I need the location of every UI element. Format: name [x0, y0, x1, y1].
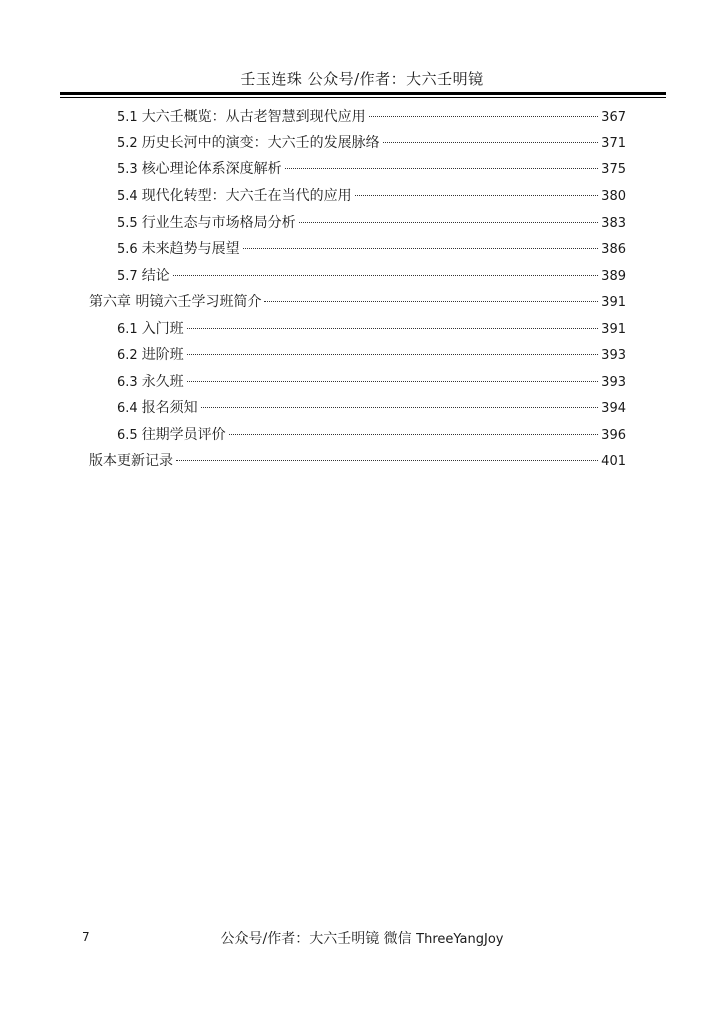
toc-entry-title: 入门班	[141, 321, 184, 337]
toc-entry-title: 第六章 明镜六壬学习班简介	[89, 294, 262, 310]
toc-dot-leader	[176, 460, 598, 461]
toc-entry-number: 6.5	[117, 428, 138, 443]
toc-entry-number: 5.4	[117, 189, 138, 204]
toc-entry-page: 393	[601, 348, 626, 363]
toc-entry-number: 6.1	[117, 322, 138, 337]
toc-entry-6-1[interactable]	[117, 318, 626, 340]
toc-entry-page: 380	[601, 189, 626, 204]
footer-wechat-id: ThreeYangJoy	[416, 932, 504, 947]
toc-entry-page: 396	[601, 428, 626, 443]
toc-dot-leader	[187, 381, 598, 382]
toc-entry-5-1[interactable]	[117, 106, 626, 128]
toc-dot-leader	[369, 116, 598, 117]
toc-entry-6-3[interactable]	[117, 371, 626, 393]
toc-dot-leader	[201, 407, 598, 408]
toc-entry-6-5[interactable]	[117, 424, 626, 446]
toc-entry-5-2[interactable]	[117, 132, 626, 154]
header-rule-thick	[60, 92, 666, 95]
toc-entry-page: 383	[601, 216, 626, 231]
toc-entry-page: 389	[601, 269, 626, 284]
toc-entry-number: 6.4	[117, 401, 138, 416]
toc-dot-leader	[264, 301, 598, 302]
toc-entry-page: 386	[601, 242, 626, 257]
toc-entry-5-4[interactable]	[117, 185, 626, 207]
toc-entry-title: 结论	[141, 268, 170, 284]
toc-entry-title: 核心理论体系深度解析	[141, 161, 282, 177]
header-rule-thin	[60, 97, 666, 98]
toc-dot-leader	[285, 168, 598, 169]
toc-dot-leader	[383, 142, 598, 143]
toc-dot-leader	[243, 248, 598, 249]
toc-entry-title: 未来趋势与展望	[141, 241, 240, 257]
page-number: 7	[82, 930, 90, 944]
toc-entry-6-4[interactable]	[117, 397, 626, 419]
toc-entry-page: 367	[601, 110, 626, 125]
toc-entry-number: 6.3	[117, 375, 138, 390]
header-title: 壬玉连珠 公众号/作者：大六壬明镜	[240, 70, 484, 88]
toc-dot-leader	[187, 354, 598, 355]
toc-dot-leader	[355, 195, 598, 196]
toc-entry-chapter-6[interactable]	[89, 291, 626, 313]
toc-entry-number: 5.6	[117, 242, 138, 257]
toc-entry-page: 393	[601, 375, 626, 390]
toc-entry-title: 历史长河中的演变：大六壬的发展脉络	[141, 135, 380, 151]
toc-entry-title: 大六壬概览：从古老智慧到现代应用	[141, 109, 366, 125]
toc-entry-title: 现代化转型：大六壬在当代的应用	[141, 188, 352, 204]
toc-entry-number: 5.3	[117, 162, 138, 177]
page-footer	[0, 928, 724, 948]
toc-entry-6-2[interactable]	[117, 344, 626, 366]
footer-text: 公众号/作者：大六壬明镜 微信	[220, 931, 417, 947]
toc-entry-5-6[interactable]	[117, 238, 626, 260]
toc-entry-title: 行业生态与市场格局分析	[141, 215, 296, 231]
toc-entry-title: 往期学员评价	[141, 427, 226, 443]
toc-dot-leader	[173, 275, 598, 276]
toc-entry-number: 5.7	[117, 269, 138, 284]
toc-entry-page: 401	[601, 454, 626, 469]
toc-dot-leader	[187, 328, 598, 329]
page-header	[0, 68, 724, 89]
toc-entry-page: 371	[601, 136, 626, 151]
toc-dot-leader	[299, 222, 598, 223]
toc-entry-number: 5.1	[117, 110, 138, 125]
toc-entry-number: 5.5	[117, 216, 138, 231]
toc-entry-5-5[interactable]	[117, 212, 626, 234]
toc-entry-version-history[interactable]	[89, 450, 626, 472]
toc-entry-title: 报名须知	[141, 400, 198, 416]
toc-entry-number: 6.2	[117, 348, 138, 363]
toc-entry-number: 5.2	[117, 136, 138, 151]
toc-entry-5-3[interactable]	[117, 158, 626, 180]
toc-entry-page: 391	[601, 322, 626, 337]
toc-dot-leader	[229, 434, 598, 435]
toc-entry-title: 进阶班	[141, 347, 184, 363]
toc-entry-page: 394	[601, 401, 626, 416]
toc-entry-page: 391	[601, 295, 626, 310]
toc-entry-5-7[interactable]	[117, 265, 626, 287]
toc-entry-title: 版本更新记录	[89, 453, 173, 469]
toc-entry-page: 375	[601, 162, 626, 177]
toc-entry-title: 永久班	[141, 374, 184, 390]
